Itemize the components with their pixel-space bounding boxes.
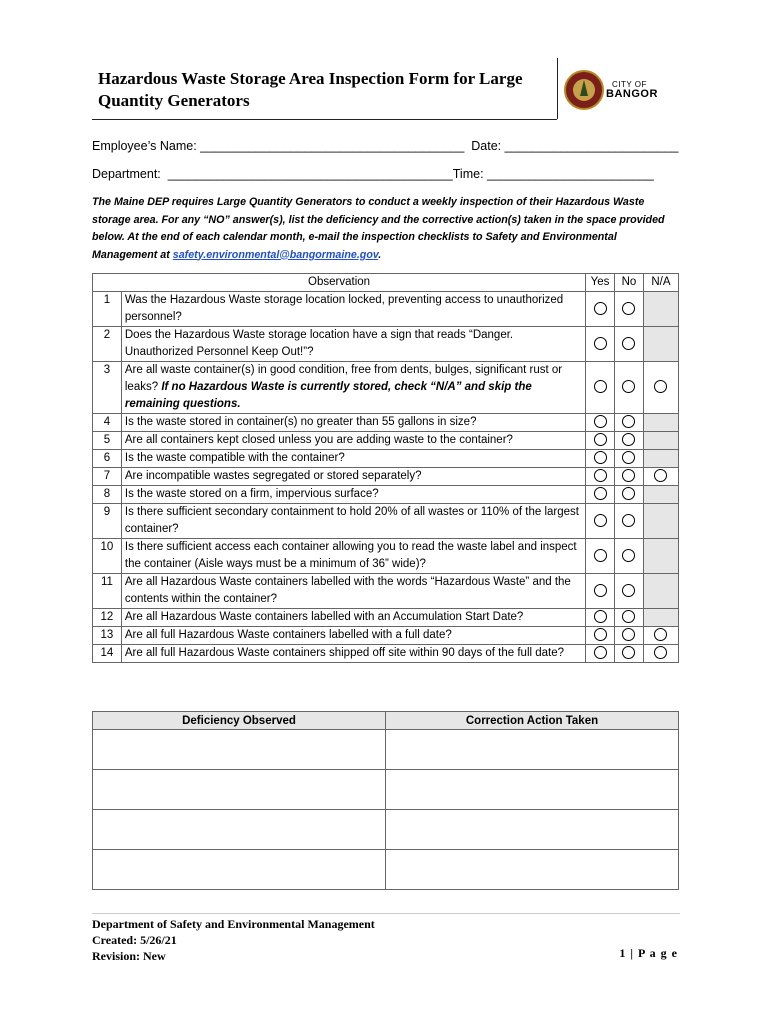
deficiency-cell[interactable] <box>93 850 386 890</box>
yes-cell <box>586 362 615 414</box>
no-radio[interactable] <box>622 451 635 464</box>
row-number: 3 <box>93 362 122 414</box>
no-cell <box>615 504 644 539</box>
yes-cell <box>586 609 615 627</box>
table-row <box>93 645 679 663</box>
yes-cell <box>586 486 615 504</box>
observation-text <box>121 414 585 432</box>
deficiency-row <box>93 810 679 850</box>
yes-cell <box>586 450 615 468</box>
table-row <box>93 292 679 327</box>
page-title: Hazardous Waste Storage Area Inspection Form for Large Quantity Generators <box>98 69 523 110</box>
instructions <box>92 194 682 264</box>
row-number: 7 <box>93 468 122 486</box>
yes-radio[interactable] <box>594 549 607 562</box>
table-row <box>93 327 679 362</box>
na-cell <box>643 468 678 486</box>
no-header: No <box>615 274 644 292</box>
deficiency-row <box>93 770 679 810</box>
correction-cell[interactable] <box>386 730 679 770</box>
deficiency-row <box>93 730 679 770</box>
logo-text-big: BANGOR <box>606 88 658 100</box>
question-text: Is the waste stored on a firm, impervious surface? <box>124 488 379 500</box>
no-cell <box>615 574 644 609</box>
question-text: Is there sufficient access each container allowing you to read the waste label and inspect the container (Aisle ways must be a minimum of 36” wide)? <box>124 541 577 570</box>
question-text: Are all full Hazardous Waste containers shipped off site within 90 days of the full date? <box>124 647 565 659</box>
yes-cell <box>586 574 615 609</box>
yes-cell <box>586 414 615 432</box>
department-time-field[interactable]: Department: _________________________________________Time: ________________________ <box>92 167 654 181</box>
no-cell <box>615 450 644 468</box>
yes-radio[interactable] <box>594 337 607 350</box>
deficiency-cell[interactable] <box>93 730 386 770</box>
no-radio[interactable] <box>622 646 635 659</box>
no-radio[interactable] <box>622 433 635 446</box>
deficiency-cell[interactable] <box>93 810 386 850</box>
table-row <box>93 414 679 432</box>
table-row <box>93 627 679 645</box>
no-radio[interactable] <box>622 337 635 350</box>
question-text: Are all containers kept closed unless you are adding waste to the container? <box>124 434 513 446</box>
yes-radio[interactable] <box>594 584 607 597</box>
no-cell <box>615 486 644 504</box>
no-radio[interactable] <box>622 584 635 597</box>
no-cell <box>615 432 644 450</box>
no-radio[interactable] <box>622 610 635 623</box>
na-cell <box>643 362 678 414</box>
yes-radio[interactable] <box>594 514 607 527</box>
na-cell <box>643 609 678 627</box>
observation-text <box>121 327 585 362</box>
row-number: 14 <box>93 645 122 663</box>
yes-radio[interactable] <box>594 610 607 623</box>
observation-text <box>121 486 585 504</box>
question-text: Is the waste compatible with the container? <box>124 452 345 464</box>
header-divider <box>557 58 558 119</box>
no-radio[interactable] <box>622 469 635 482</box>
na-cell <box>643 574 678 609</box>
na-cell <box>643 292 678 327</box>
no-radio[interactable] <box>622 380 635 393</box>
na-cell <box>643 414 678 432</box>
question-emphasis: If no Hazardous Waste is currently stored, check “N/A” and skip the remaining questions. <box>124 381 532 410</box>
no-radio[interactable] <box>622 549 635 562</box>
no-cell <box>615 292 644 327</box>
footer-rule <box>92 913 680 914</box>
correction-cell[interactable] <box>386 850 679 890</box>
question-text: Are all Hazardous Waste containers labelled with an Accumulation Start Date? <box>124 611 524 623</box>
deficiency-table <box>92 711 679 890</box>
footer <box>92 916 375 964</box>
na-cell <box>643 645 678 663</box>
yes-radio[interactable] <box>594 646 607 659</box>
question-text: Is the waste stored in container(s) no greater than 55 gallons in size? <box>124 416 477 428</box>
observation-text <box>121 468 585 486</box>
pine-tree-icon <box>580 80 588 96</box>
header-rule <box>92 119 557 120</box>
page-number: 1 | P a g e <box>619 946 678 960</box>
yes-cell <box>586 468 615 486</box>
correction-cell[interactable] <box>386 770 679 810</box>
na-cell <box>643 627 678 645</box>
question-text: Are all waste container(s) in good condition, free from dents, bulges, significant rust or leaks? <box>124 364 563 393</box>
row-number: 4 <box>93 414 122 432</box>
row-number: 8 <box>93 486 122 504</box>
no-cell <box>615 645 644 663</box>
deficiency-cell[interactable] <box>93 770 386 810</box>
yes-radio[interactable] <box>594 451 607 464</box>
table-row <box>93 609 679 627</box>
footer-revision: Revision: New <box>92 949 166 963</box>
na-header: N/A <box>643 274 678 292</box>
no-cell <box>615 539 644 574</box>
employee-date-field[interactable]: Employee’s Name: ______________________________________ Date: _________________________ <box>92 139 679 153</box>
deficiency-header: Deficiency Observed <box>93 712 386 730</box>
row-number: 13 <box>93 627 122 645</box>
logo-text-small: CITY OF <box>612 80 647 89</box>
table-row <box>93 504 679 539</box>
email-link[interactable]: safety.environmental@bangormaine.gov <box>172 248 379 261</box>
correction-cell[interactable] <box>386 810 679 850</box>
na-radio[interactable] <box>654 646 667 659</box>
yes-cell <box>586 292 615 327</box>
yes-header: Yes <box>586 274 615 292</box>
na-cell <box>643 504 678 539</box>
observation-text <box>121 504 585 539</box>
question-text: Was the Hazardous Waste storage location locked, preventing access to unauthorized personnel? <box>124 294 564 323</box>
yes-cell <box>586 327 615 362</box>
no-radio[interactable] <box>622 487 635 500</box>
no-radio[interactable] <box>622 514 635 527</box>
table-row <box>93 468 679 486</box>
no-cell <box>615 627 644 645</box>
table-row <box>93 362 679 414</box>
header <box>92 66 680 120</box>
question-text: Are incompatible wastes segregated or stored separately? <box>124 470 422 482</box>
table-row <box>93 574 679 609</box>
no-radio[interactable] <box>622 302 635 315</box>
yes-radio[interactable] <box>594 487 607 500</box>
row-number: 12 <box>93 609 122 627</box>
no-cell <box>615 468 644 486</box>
no-cell <box>615 414 644 432</box>
question-text: Does the Hazardous Waste storage location have a sign that reads “Danger. Unauthorized Personnel Keep Out!”? <box>124 329 514 358</box>
yes-cell <box>586 504 615 539</box>
na-cell <box>643 539 678 574</box>
yes-cell <box>586 539 615 574</box>
observation-text <box>121 645 585 663</box>
observation-text <box>121 292 585 327</box>
no-radio[interactable] <box>622 628 635 641</box>
city-seal-icon <box>564 70 604 110</box>
table-row <box>93 539 679 574</box>
footer-department: Department of Safety and Environmental Management <box>92 917 375 931</box>
inspection-table <box>92 273 679 663</box>
no-cell <box>615 609 644 627</box>
instructions-end: . <box>378 248 382 261</box>
no-radio[interactable] <box>622 415 635 428</box>
no-cell <box>615 362 644 414</box>
row-number: 9 <box>93 504 122 539</box>
na-cell <box>643 432 678 450</box>
na-cell <box>643 450 678 468</box>
observation-text <box>121 609 585 627</box>
instructions-text: The Maine DEP requires Large Quantity Generators to conduct a weekly inspection of their Hazardous Waste storage area. For any “NO” answer(s), list the deficiency and the corrective action(s) taken in the space provided below. At the end of each calendar month, e-mail the inspection checklists to Safety and Environmental Management at <box>92 196 665 261</box>
observation-header: Observation <box>93 274 586 292</box>
footer-created: Created: 5/26/21 <box>92 933 177 947</box>
observation-text <box>121 362 585 414</box>
question-text: Are all full Hazardous Waste containers labelled with a full date? <box>124 629 452 641</box>
question-text: Are all Hazardous Waste containers labelled with the words “Hazardous Waste” and the contents within the container? <box>124 576 571 605</box>
yes-radio[interactable] <box>594 415 607 428</box>
yes-cell <box>586 627 615 645</box>
na-radio[interactable] <box>654 628 667 641</box>
observation-text <box>121 432 585 450</box>
na-radio[interactable] <box>654 469 667 482</box>
na-radio[interactable] <box>654 380 667 393</box>
row-number: 6 <box>93 450 122 468</box>
table-row <box>93 486 679 504</box>
yes-radio[interactable] <box>594 302 607 315</box>
yes-cell <box>586 432 615 450</box>
table-row <box>93 432 679 450</box>
observation-text <box>121 539 585 574</box>
yes-radio[interactable] <box>594 433 607 446</box>
table-row <box>93 450 679 468</box>
yes-cell <box>586 645 615 663</box>
yes-radio[interactable] <box>594 380 607 393</box>
observation-text <box>121 574 585 609</box>
question-text: Is there sufficient secondary containment to hold 20% of all wastes or 110% of the largest container? <box>124 506 579 535</box>
correction-header: Correction Action Taken <box>386 712 679 730</box>
na-cell <box>643 486 678 504</box>
deficiency-row <box>93 850 679 890</box>
yes-radio[interactable] <box>594 628 607 641</box>
no-cell <box>615 327 644 362</box>
yes-radio[interactable] <box>594 469 607 482</box>
row-number: 5 <box>93 432 122 450</box>
na-cell <box>643 327 678 362</box>
observation-text <box>121 627 585 645</box>
row-number: 1 <box>93 292 122 327</box>
row-number: 11 <box>93 574 122 609</box>
row-number: 10 <box>93 539 122 574</box>
observation-text <box>121 450 585 468</box>
row-number: 2 <box>93 327 122 362</box>
